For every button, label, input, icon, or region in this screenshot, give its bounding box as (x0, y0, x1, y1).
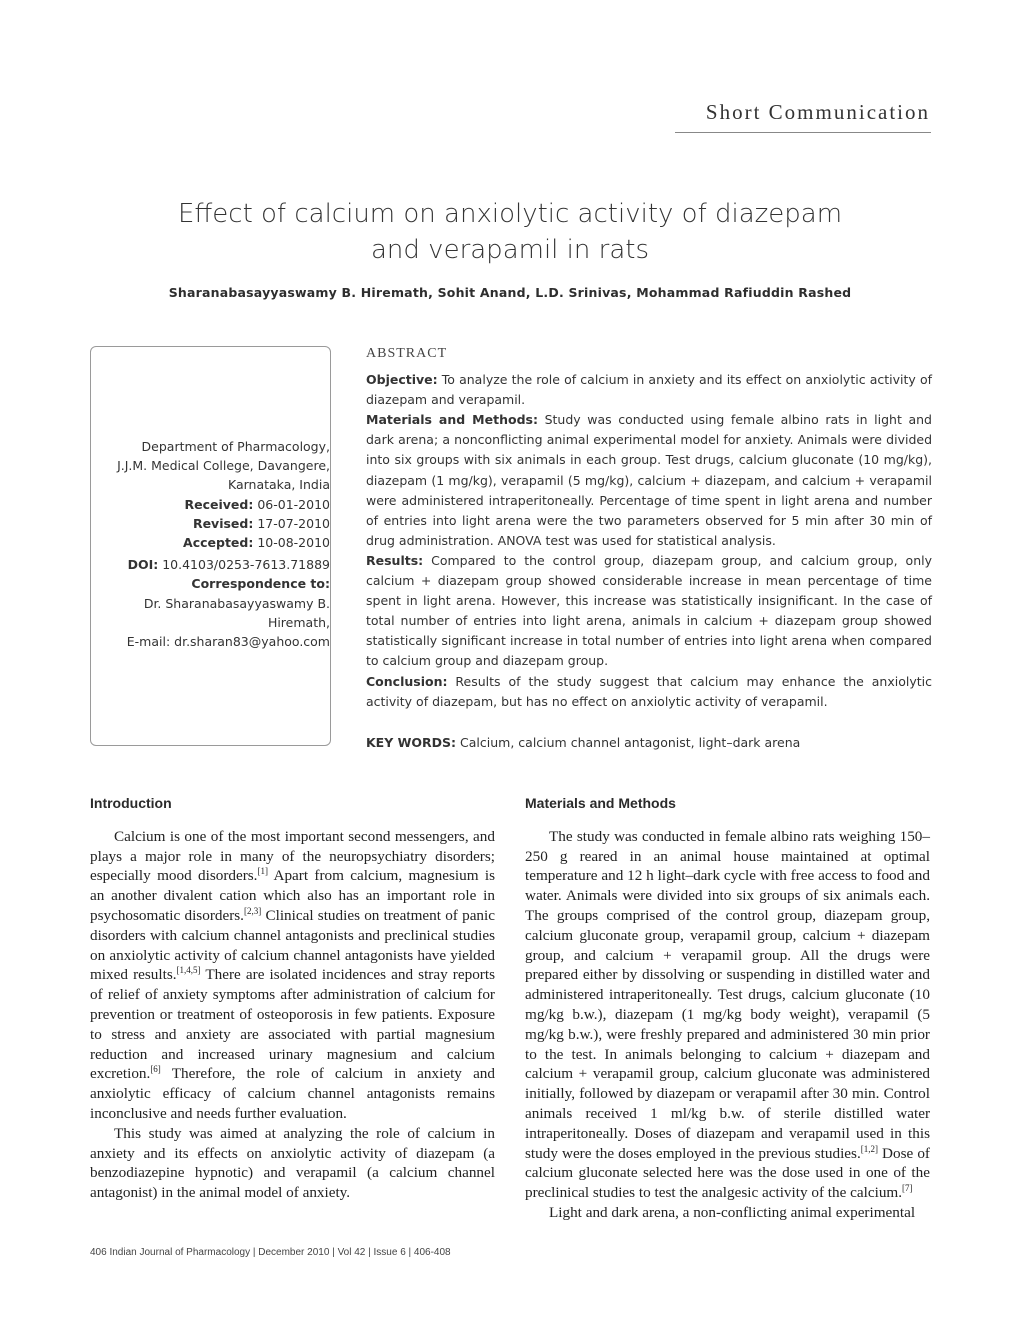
dept-line: Karnataka, India (227, 477, 330, 493)
dept-line: J.J.M. Medical College, Davangere, (117, 458, 330, 474)
abstract-conclusion (366, 672, 932, 712)
methods-text: Study was conducted using female albino rats in light and dark arena; a nonconflicting animal experimental model for anxiety. Animals were divided into six groups with six animals in each group. Test drugs, calcium gluconate (10 mg/kg), diazepam (1 mg/kg), verapamil (5 mg/kg), calcium + diazepam, and calcium + verapamil were administered intraperitoneally. Percentage of time spent in light arena and number of entries into light arena were the two parameters observed for 5 min after 30 min of drug administration. ANOVA test was used for statistical analysis. (366, 412, 932, 548)
citation[interactable]: [2,3] (243, 905, 262, 916)
objective-label: Objective: (366, 372, 438, 388)
keywords-label: KEY WORDS: (366, 735, 457, 750)
introduction-paragraph: This study was aimed at analyzing the role of calcium in anxiety and its effects on anxiolytic activity of diazepam (a benzodiazepine hypnotic) and verapamil (a calcium channel antagonist) in the animal model of anxiety. (90, 1124, 495, 1202)
conclusion-label: Conclusion: (366, 673, 448, 689)
revised-date (90, 514, 330, 533)
keywords (366, 735, 800, 750)
section-label: Short Communication (705, 100, 930, 124)
introduction-heading: Introduction (90, 795, 172, 811)
abstract-methods (366, 410, 932, 551)
received-value: 06-01-2010 (257, 496, 330, 512)
methods-paragraph: The study was conducted in female albino rats weighing 150–250 g reared in an animal house maintained at optimal temperature and 12 h light–dark cycle with free access to food and water. Animals were divided into six groups of six animals each. The groups comprised of the control group, diazepam group, calcium gluconate group, verapamil group, calcium + diazepam group, and calcium + verapamil group. All the drugs were prepared either by dissolving or suspending in distilled water and administered intraperitoneally. Test drugs, calcium gluconate (10 mg/kg b.w.), diazepam (1 mg/kg body weight), verapamil (5 mg/kg b.w.), were freshly prepared and administered 30 min prior to the test. In animals belonging to calcium + diazepam and calcium + verapamil group, calcium gluconate was administered initially, followed by diazepam or verapamil after 30 min. Control animals received 1 ml/kg b.w. of sterile distilled water intraperitoneally. Doses of diazepam and verapamil used in this study were the doses employed in the previous studies.[1,2] Dose of calcium gluconate selected here was the dose used in one of the preclinical studies to test the analgesic activity of the calcium.[7] (525, 827, 930, 1202)
received-label: Received: (184, 496, 254, 512)
citation[interactable]: [6] (150, 1064, 161, 1075)
abstract-heading: ABSTRACT (366, 346, 448, 361)
citation[interactable]: [1,2] (860, 1143, 878, 1154)
correspondence-line: Hiremath, (267, 614, 330, 630)
results-text: Compared to the control group, diazepam group, and calcium group, only calcium + diazepam group showed considerable increase in mean percentage of time spent in light arena. However, this increase was statistically insignificant. In the case of total number of entries into light arena, animals in calcium + diazepam group showed statistically significant increase in total number of entries into light arena when compared to calcium group and diazepam group. (366, 552, 932, 669)
article-title (90, 196, 930, 268)
doi-value[interactable]: 10.4103/0253-7613.71889 (162, 557, 330, 573)
accepted-label: Accepted: (183, 535, 254, 551)
dept-line: Department of Pharmacology, (141, 439, 330, 454)
methods-paragraph: Light and dark arena, a non-conflicting animal experimental (549, 1203, 916, 1221)
introduction-paragraph: Calcium is one of the most important second messengers, and plays a major role in many of the neuropsychiatry disorders; especially mood disorders.[1] Apart from calcium, magnesium is an another divalent cation which also has an important role in psychosomatic disorders.[2,3] Clinical studies on treatment of panic disorders with calcium channel antagonists and preclinical studies on anxiolytic activity of calcium channel antagonists have yielded mixed results.[1,4,5] There are isolated incidences and stray reports of relief of anxiety symptoms after administration of calcium for prevention or treatment of osteoporosis in few patients. Exposure to stress and anxiety are associated with partial magnesium reduction and increased urinary magnesium and calcium excretion.[6] Therefore, the role of calcium in anxiety and anxiolytic efficacy of calcium channel antagonists remains inconclusive and needs further evaluation. (90, 827, 495, 1122)
objective-text: To analyze the role of calcium in anxiety and its effect on anxiolytic activity of diazepam and verapamil. (366, 372, 932, 408)
correspondence-line: Dr. Sharanabasayyaswamy B. (143, 595, 330, 611)
introduction-section (90, 794, 495, 1203)
abstract-results (366, 551, 932, 672)
keywords-text: Calcium, calcium channel antagonist, light–dark arena (460, 735, 801, 750)
accepted-value: 10-08-2010 (257, 535, 330, 551)
accepted-date (90, 533, 330, 552)
methods-label: Materials and Methods: (366, 412, 538, 428)
title-line-2: and verapamil in rats (371, 235, 649, 265)
abstract-objective (366, 370, 932, 410)
revised-label: Revised: (192, 515, 254, 531)
results-label: Results: (366, 552, 424, 568)
section-rule (675, 132, 931, 133)
author-list: Sharanabasayyaswamy B. Hiremath, Sohit Anand, L.D. Srinivas, Mohammad Rafiuddin Rashed (168, 285, 852, 300)
revised-value: 17-07-2010 (257, 515, 330, 531)
methods-heading: Materials and Methods (525, 795, 676, 811)
correspondence-label: Correspondence to: (191, 576, 330, 592)
citation[interactable]: [1,4,5] (176, 965, 201, 976)
abstract (366, 344, 932, 712)
page-footer: 406 Indian Journal of Pharmacology | December 2010 | Vol 42 | Issue 6 | 406-408 (90, 1247, 451, 1258)
citation[interactable]: [1] (257, 866, 268, 877)
methods-section (525, 794, 930, 1223)
conclusion-text: Results of the study suggest that calcium may enhance the anxiolytic activity of diazepam, but has no effect on anxiolytic activity of verapamil. (366, 673, 932, 709)
citation[interactable]: [7] (902, 1183, 913, 1194)
affiliation-details (90, 437, 330, 651)
received-date (90, 495, 330, 514)
doi-label: DOI: (127, 557, 159, 573)
doi (90, 555, 330, 574)
title-line-1: Effect of calcium on anxiolytic activity of diazepam (177, 199, 843, 229)
email[interactable]: E-mail: dr.sharan83@yahoo.com (126, 634, 330, 650)
